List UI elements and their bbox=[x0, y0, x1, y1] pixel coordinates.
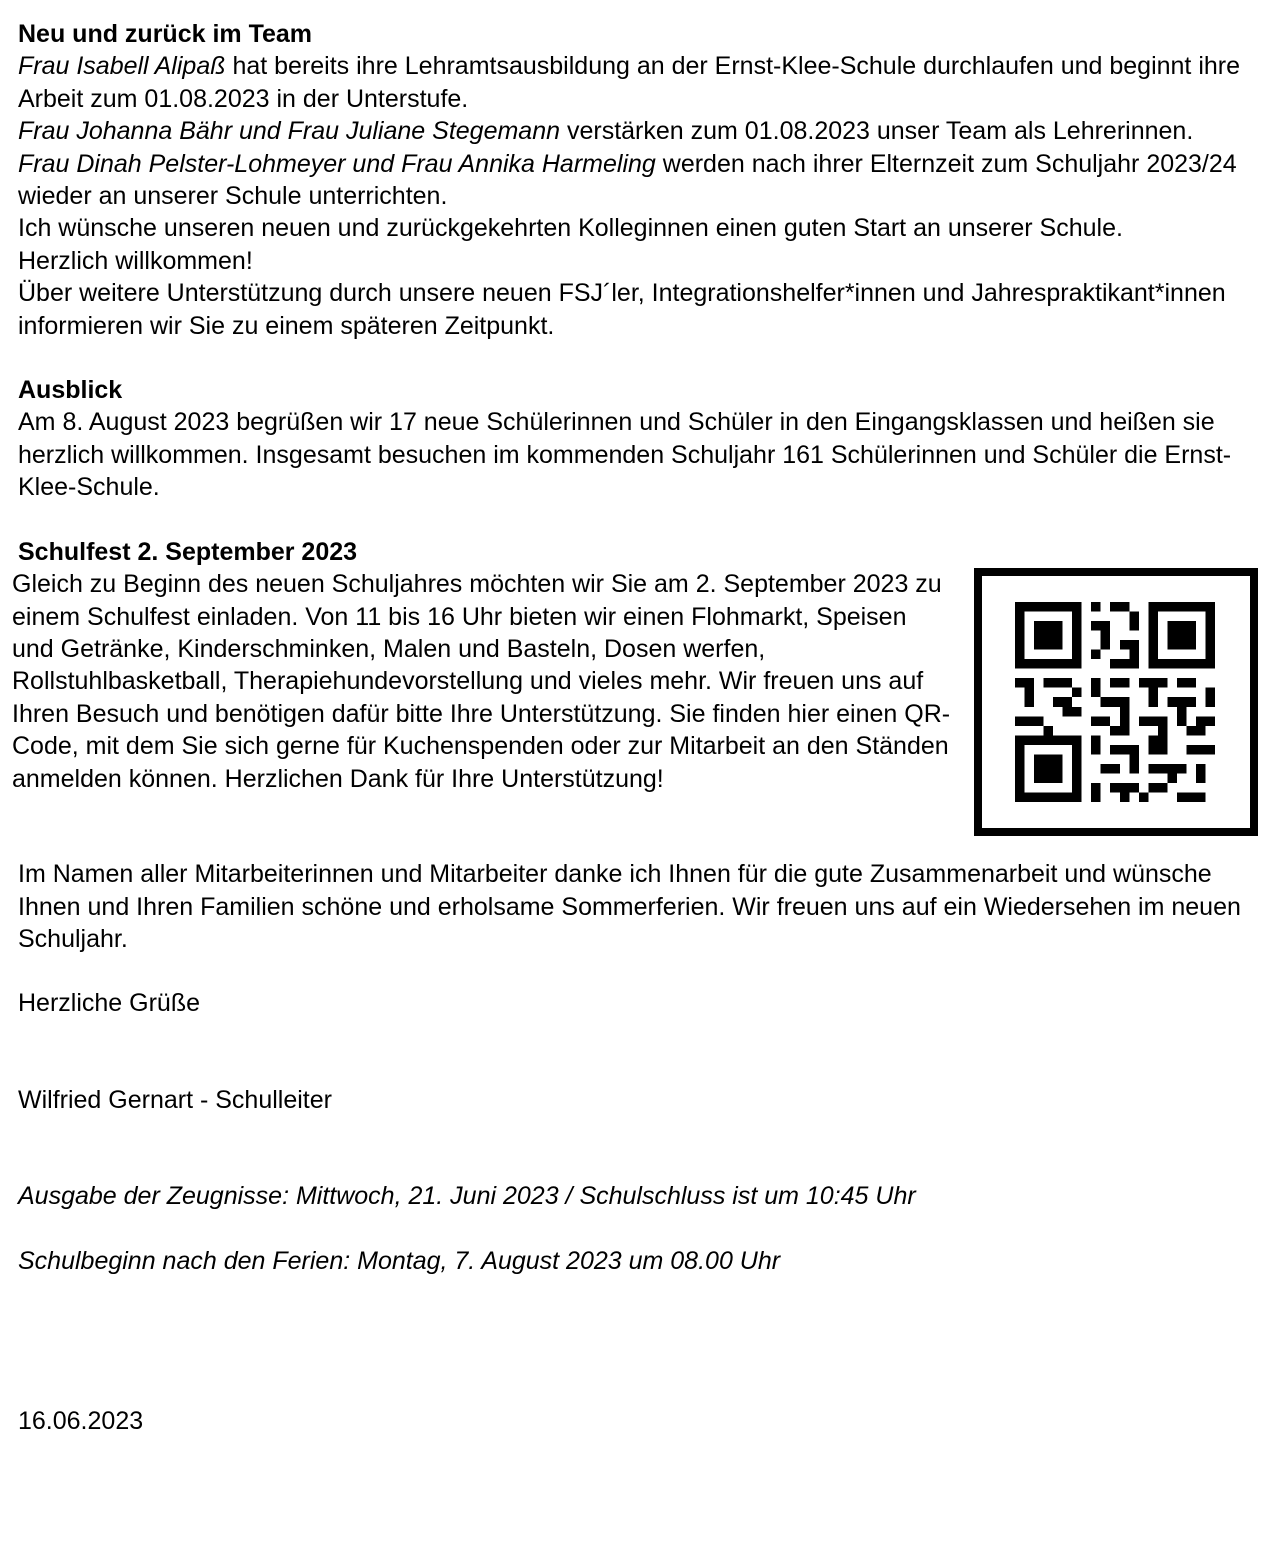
ausblick-text: Am 8. August 2023 begrüßen wir 17 neue Schülerinnen und Schüler in den Eingangsklassen und heißen sie herzlich willkommen. Insgesamt besuchen im kommenden Schuljahr 161 Schülerinnen und Schüler die Ernst-Klee-Schule. bbox=[18, 408, 1232, 502]
closing-signature: Wilfried Gernart - Schulleiter bbox=[18, 1085, 332, 1114]
schulfest-section bbox=[12, 568, 1262, 858]
letter-page bbox=[12, 18, 1262, 1437]
team-name-1: Frau Isabell Alipaß bbox=[18, 52, 226, 81]
closing-greeting: Herzliche Grüße bbox=[18, 989, 200, 1018]
team-name-3: Frau Dinah Pelster-Lohmeyer und Frau Annika Harmeling bbox=[18, 149, 656, 178]
letter-date: 16.06.2023 bbox=[18, 1406, 144, 1435]
team-heading: Neu und zurück im Team bbox=[18, 20, 313, 48]
team-name-2: Frau Johanna Bähr und Frau Juliane Stegemann bbox=[18, 117, 561, 146]
team-text-1: hat bereits ihre Lehramtsausbildung an der Ernst-Klee-Schule durchlaufen und beginnt ihre Arbeit zum 01.08.2023 in der Unterstufe. bbox=[18, 52, 1241, 113]
note-zeugnisse: Ausgabe der Zeugnisse: Mittwoch, 21. Juni 2023 / Schulschluss ist um 10:45 Uhr bbox=[18, 1182, 916, 1211]
team-support: Über weitere Unterstützung durch unsere neuen FSJ´ler, Integrationshelfer*innen und Jahrespraktikant*innen informieren wir Sie zu einem späteren Zeitpunkt. bbox=[18, 279, 1226, 340]
note-schulbeginn: Schulbeginn nach den Ferien: Montag, 7. August 2023 um 08.00 Uhr bbox=[18, 1246, 781, 1275]
team-paragraph-2 bbox=[18, 115, 1262, 147]
ausblick-heading: Ausblick bbox=[18, 376, 123, 405]
team-welcome: Herzlich willkommen! bbox=[18, 246, 253, 275]
team-paragraph-1 bbox=[18, 50, 1262, 115]
qr-code-icon[interactable] bbox=[974, 568, 1258, 836]
team-text-3: werden nach ihrer Elternzeit zum Schuljahr 2023/24 wieder an unserer Schule unterrichten. bbox=[18, 149, 1237, 211]
team-paragraph-3 bbox=[18, 148, 1262, 213]
team-wish: Ich wünsche unseren neuen und zurückgekehrten Kolleginnen einen guten Start an unserer Schule. bbox=[18, 214, 1123, 243]
closing-text: Im Namen aller Mitarbeiterinnen und Mitarbeiter danke ich Ihnen für die gute Zusammenarbeit und wünsche Ihnen und Ihren Familien schöne und erholsame Sommerferien. Wir freuen uns auf ein Wiedersehen im neuen Schuljahr. bbox=[18, 860, 1241, 953]
qr-code-graphic bbox=[1010, 602, 1220, 802]
schulfest-text: Gleich zu Beginn des neuen Schuljahres möchten wir Sie am 2. September 2023 zu einem Schulfest einladen. Von 11 bis 16 Uhr bieten wir einen Flohmarkt, Speisen und Getränke, Kinderschminken, Malen und Basteln, Dosen werfen, Rollstuhlbasketball, Therapiehundevorstellung und vieles mehr. Wir freuen uns auf Ihren Besuch und benötigen dafür bitte Ihre Unterstützung. Sie finden hier einen QR-Code, mit dem Sie sich gerne für Kuchenspenden oder zur Mitarbeit an den Ständen anmelden können. Herzlichen Dank für Ihre Unterstützung! bbox=[12, 570, 951, 793]
team-text-2: verstärken zum 01.08.2023 unser Team als Lehrerinnen. bbox=[560, 117, 1194, 146]
schulfest-heading: Schulfest 2. September 2023 bbox=[18, 537, 358, 566]
